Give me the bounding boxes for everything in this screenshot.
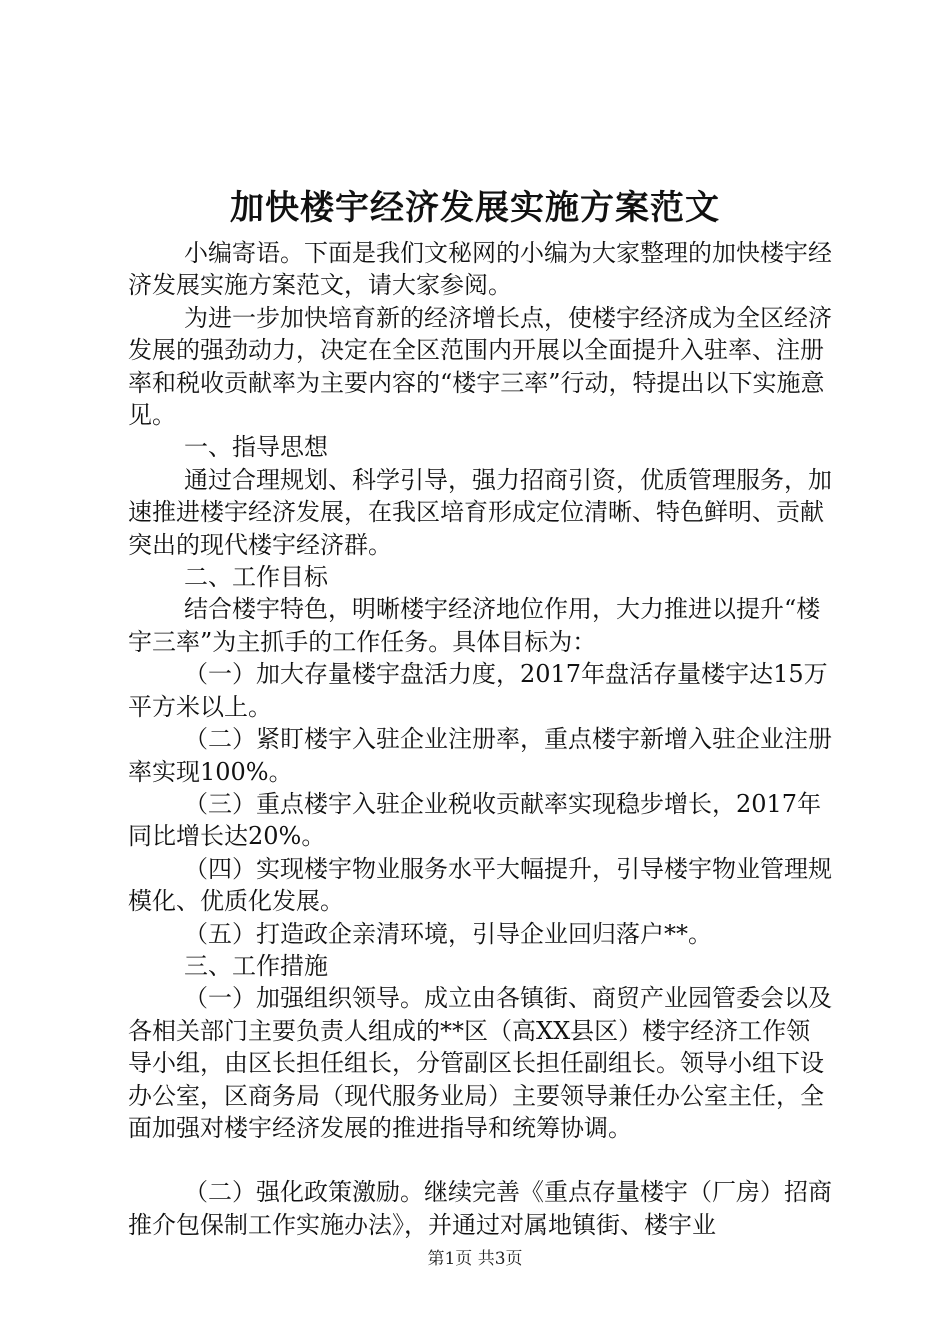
paragraph-goals-intro: 结合楼宇特色，明晰楼宇经济地位作用，大力推进以提升“楼宇三率”为主抓手的工作任务。具体目标为： (128, 595, 821, 656)
section-heading-1: 一、指导思想 (184, 433, 328, 462)
measure-item-1: （一）加强组织领导。成立由各镇街、商贸产业园管委会以及各相关部门主要负责人组成的**区（高XX县区）楼宇经济工作领导小组，由区长担任组长，分管副区长担任副组长。领导小组下设办公室，区商务局（现代服务业局）主要领导兼任办公室主任，全面加强对楼宇经济发展的推进指导和统筹协调。 (128, 984, 832, 1142)
paragraph-purpose: 为进一步加快培育新的经济增长点，使楼宇经济成为全区经济发展的强劲动力，决定在全区范围内开展以全面提升入驻率、注册率和税收贡献率为主要内容的“楼宇三率”行动，特提出以下实施意见。 (128, 303, 832, 430)
paragraph-guiding: 通过合理规划、科学引导，强力招商引资，优质管理服务，加速推进楼宇经济发展，在我区培育形成定位清晰、特色鲜明、贡献突出的现代楼宇经济群。 (128, 465, 832, 559)
paragraph-gap (128, 1144, 834, 1176)
goal-item-3: （三）重点楼宇入驻企业税收贡献率实现稳步增长，2017年同比增长达20%。 (128, 789, 822, 851)
paragraph-intro: 小编寄语。下面是我们文秘网的小编为大家整理的加快楼宇经济发展实施方案范文，请大家参阅。 (128, 239, 832, 300)
document-title: 加快楼宇经济发展实施方案范文 (230, 188, 720, 228)
goal-item-1: （一）加大存量楼宇盘活力度，2017年盘活存量楼宇达15万平方米以上。 (128, 660, 828, 721)
measure-item-2: （二）强化政策激励。继续完善《重点存量楼宇（厂房）招商推介包保制工作实施办法》，并通过对属地镇街、楼宇业 (128, 1178, 832, 1239)
section-heading-2: 二、工作目标 (184, 563, 328, 592)
goal-item-4: （四）实现楼宇物业服务水平大幅提升，引导楼宇物业管理规模化、优质化发展。 (128, 854, 832, 916)
page-footer: 第1页 共3页 (427, 1249, 523, 1269)
goal-item-5: （五）打造政企亲清环境，引导企业回归落户**。 (184, 919, 712, 948)
document-body (128, 237, 834, 1241)
goal-item-2: （二）紧盯楼宇入驻企业注册率，重点楼宇新增入驻企业注册率实现100%。 (128, 725, 832, 786)
section-heading-3: 三、工作措施 (184, 951, 328, 980)
